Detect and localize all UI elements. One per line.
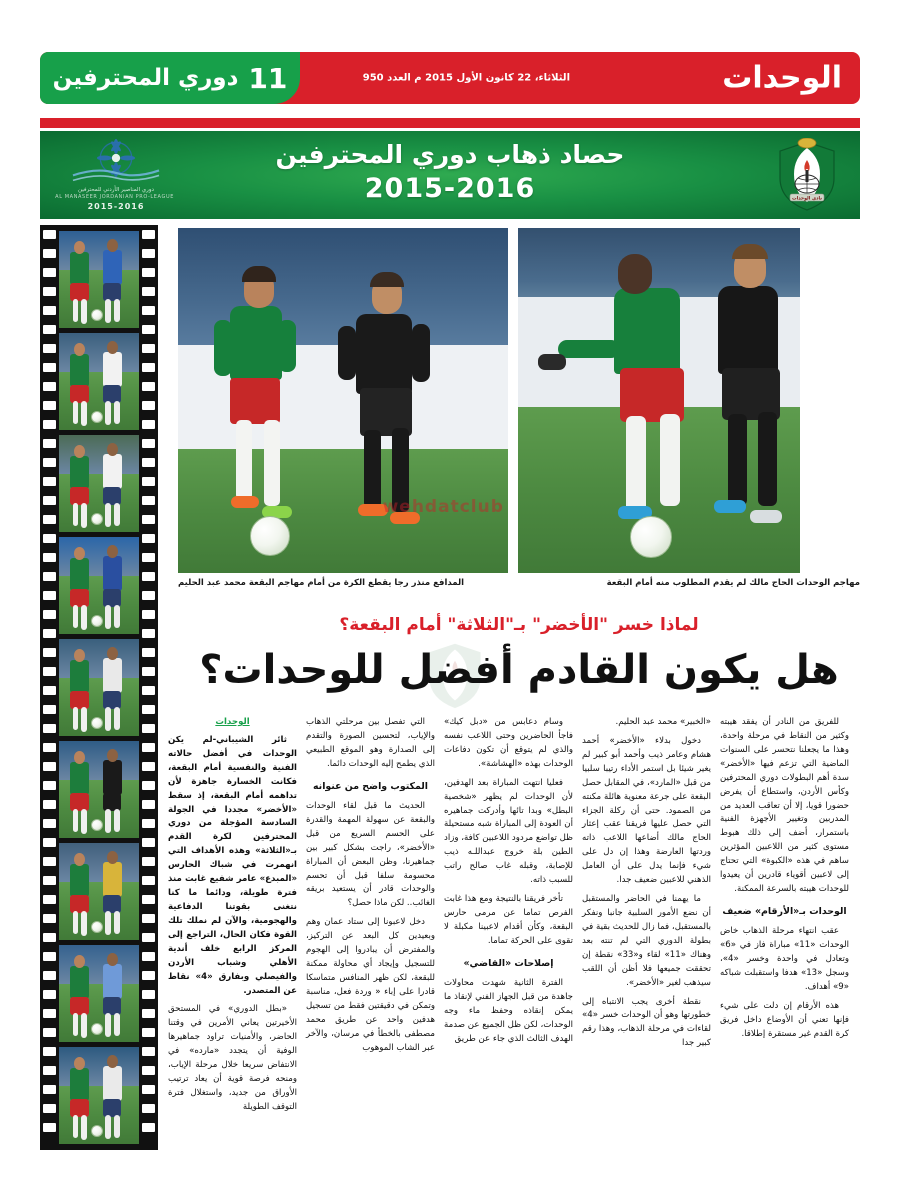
film-sprocket-hole (43, 1028, 56, 1037)
film-sprocket-hole (142, 591, 155, 600)
film-sprocket-hole (142, 287, 155, 296)
film-sprocket-hole (43, 306, 56, 315)
film-sprocket-hole (43, 1066, 56, 1075)
subheading-islahat: إصلاحات «القاضي» (463, 957, 554, 969)
film-sprocket-hole (43, 439, 56, 448)
mini-match-scene (59, 435, 139, 532)
article-headline: هل يكون القادم أفضل للوحدات؟ (199, 647, 839, 693)
film-sprocket-hole (43, 230, 56, 239)
film-sprocket-hole (43, 553, 56, 562)
mini-match-scene (59, 231, 139, 328)
film-sprocket-hole (43, 1009, 56, 1018)
film-sprocket-hole (43, 705, 56, 714)
mini-match-scene (59, 843, 139, 940)
film-sprocket-hole (142, 762, 155, 771)
column-2-paragraph-1: التي تفصل بين مرحلتي الذهاب والإياب، لتحسين الصورة والتقدم إلى الصدارة وهو الموقع الطبيعي الذي يطمح إليه الوحدات دائما. (306, 717, 435, 769)
article-body (168, 716, 860, 1156)
film-sprocket-hole (142, 230, 155, 239)
main-photo-left (178, 228, 508, 573)
article-column-5 (720, 716, 849, 1156)
film-sprocket-hole (142, 610, 155, 619)
feature-banner (40, 131, 860, 219)
film-sprocket-hole (142, 990, 155, 999)
film-sprocket-hole (43, 800, 56, 809)
film-sprocket-hole (142, 838, 155, 847)
banner-season: 2015-2016 (364, 173, 536, 205)
film-sprocket-hole (142, 629, 155, 638)
film-sprocket-hole (142, 572, 155, 581)
film-sprocket-hole (142, 382, 155, 391)
film-sprocket-hole (43, 990, 56, 999)
film-sprocket-hole (43, 401, 56, 410)
article-column-1 (168, 716, 297, 1156)
film-sprocket-hole (142, 1104, 155, 1113)
banner-title: حصاد ذهاب دوري المحترفين (275, 140, 625, 169)
filmstrip-photo (59, 741, 139, 838)
film-sprocket-hole (142, 800, 155, 809)
article-column-4 (582, 716, 711, 1156)
mini-match-scene (59, 639, 139, 736)
film-sprocket-hole (142, 705, 155, 714)
article-column-2 (306, 716, 435, 1156)
column-5-paragraph-1: للفريق من النادر أن يفقد هيبته وكثير من النقاط في مرحلة واحدة، وهذا ما يجعلنا نتحسر على السنوات الماضية التي تزعم فيها «الأخضر» سدة أهم البطولات دوري المحترفين وكأس الأردن، واستطاع أن يفرض حضورا قويا، إلا أن تعاقب العديد من المدربين وتغيير الأجهزة الفنية باستمرار، أضف إلى ذلك هبوط مستوى كثير من اللاعبين المؤثرين ساهم في هذه «الكبوة» التي تحتاج إلى لاعبين أقوياء قادرين أن يعيدوا للوحدات هيبته بالسرعة الممكنة. (720, 717, 849, 895)
film-sprocket-hole (43, 876, 56, 885)
film-sprocket-hole (43, 667, 56, 676)
caption-right-photo: مهاجم الوحدات الحاج مالك لم يقدم المطلوب منه أمام البقعة (606, 578, 860, 588)
film-sprocket-hole (43, 971, 56, 980)
film-sprocket-hole (43, 895, 56, 904)
film-sprocket-hole (142, 971, 155, 980)
film-sprocket-hole (43, 1047, 56, 1056)
section-label: دوري المحترفين (52, 65, 239, 91)
mini-match-scene (59, 333, 139, 430)
film-sprocket-hole (142, 952, 155, 961)
filmstrip-photo (59, 1047, 139, 1144)
filmstrip-photo (59, 537, 139, 634)
film-sprockets-left (43, 225, 56, 1150)
film-sprocket-hole (142, 1009, 155, 1018)
svg-text:نادي الوحدات: نادي الوحدات (792, 196, 822, 202)
film-sprocket-hole (43, 287, 56, 296)
film-sprocket-hole (142, 306, 155, 315)
column-3-paragraph-2: فعليا انتهت المباراة بعد الهدفين، لأن الوحدات لم يظهر «شخصية البطل» وبدا تائها وأدركت جماهيره أن العودة إلى المباراة شبه مستحيلة ظل تواضع مردود اللاعبين كافة، وزاد الطين بلة خروج عبداللـه ذيب للإصابة، وقبله غاب صالح راتب للسبب ذاته. (444, 777, 573, 886)
header-divider-rule (40, 118, 860, 128)
film-sprocket-hole (43, 610, 56, 619)
film-sprocket-hole (142, 420, 155, 429)
film-sprockets-right (142, 225, 155, 1150)
column-5-paragraph-3: هذه الأرقام إن دلت على شيء فإنها تعني أن الأوضاع داخل فريق كرة القدم غير مستقرة إطلاقا. (720, 1000, 849, 1039)
film-sprocket-hole (142, 933, 155, 942)
column-4-paragraph-2: دخول بدلاء «الأخضر» أحمد هشام وعامر ذيب وأحمد أبو كبير لم يغير شيئا بل استمر الأداء رتيبا سلبيا من قبل «المارد»، في المقابل حصل البقعة على جرعة معنوية هائلة مكنته من الصمود. حتى أن ركلة الجزاء التي حصل عليها فريقنا عقب إعثار الحاج مالك أضاعها اللاعب ذاته وردتها العارضة وهذا إن دل على شيء فإنما يدل على أن العامل الذهني للاعبين ضعيف جدا. (582, 735, 711, 886)
column-1-paragraph-2: «بطل الدوري» في المستحق الأخيرتين يعاني الأمرين في وقتنا الحاضر، والأمنيات تراود جماهيرها الوفية أن يتجدد «مارده» في الانتفاض سريعا خلال مرحلة الإياب، ومنحه فرصة قوية أن يعاد ترتيب الأوراق من جديد، واستغلال فترة التوقف الطويلة (168, 1004, 297, 1112)
film-sprocket-hole (43, 819, 56, 828)
column-5-paragraph-2: عقب انتهاء مرحلة الذهاب خاض الوحدات «11» مباراة فاز في «6» وتعادل في واحدة وخسر «4»، وسجل «13» هدفا واستقبلت شباكه «9» أهداف. (720, 926, 849, 992)
mini-match-scene (59, 537, 139, 634)
subheading-maktoob: المكتوب واضح من عنوانه (312, 780, 428, 792)
film-sprocket-hole (142, 1066, 155, 1075)
film-sprocket-hole (43, 496, 56, 505)
column-4-extra-note: نقطة أخرى يجب الانتباه إلى خطورتها وهو أن الوحدات خسر «4» لقاءات في مرحلة الذهاب، وهذا رقم كبير جدا (582, 996, 711, 1049)
article-kicker: لماذا خسر "الأخضر" بـ"الثلاثة" أمام البقعة؟ (339, 615, 699, 635)
film-sprocket-hole (43, 781, 56, 790)
filmstrip-photo (59, 333, 139, 430)
film-sprocket-hole (142, 249, 155, 258)
film-sprocket-hole (43, 458, 56, 467)
film-sprocket-hole (142, 1123, 155, 1132)
film-sprocket-hole (142, 724, 155, 733)
film-sprocket-hole (142, 895, 155, 904)
film-sprocket-hole (142, 553, 155, 562)
film-sprocket-hole (142, 439, 155, 448)
film-sprocket-hole (43, 1123, 56, 1132)
masthead (40, 52, 860, 104)
film-sprocket-hole (142, 743, 155, 752)
match-scene-right (518, 228, 800, 573)
photo-captions (178, 578, 860, 596)
film-sprocket-hole (43, 743, 56, 752)
column-4-paragraph-3: ما يهمنا في الحاضر والمستقبل أن نضع الأمور السلبية جانبا ونفكر بالمستقبل، فما زال للحديث بقية في بطولة الدوري التي لم تنته بعد وهناك «11» لقاء و«33» نقطة إن تحققت جميعها فلا أظن أن اللقب سيذهب لغير «الأخضر». (582, 894, 711, 988)
film-sprocket-hole (43, 1104, 56, 1113)
column-3-paragraph-1: وسام دعابس من «دبل كيك» فاجأ الحاضرين وحتى اللاعب نفسه والذي لم يتوقع أن تكون دفاعات الوحدات بهذه «الهشاشة». (444, 717, 573, 769)
film-sprocket-hole (142, 667, 155, 676)
film-sprocket-hole (43, 249, 56, 258)
film-sprocket-hole (43, 724, 56, 733)
league-name-en: AL MANASEER JORDANIAN PRO-LEAGUE (55, 194, 174, 200)
page-number: 11 (248, 61, 288, 95)
film-sprocket-hole (43, 363, 56, 372)
filmstrip-photo (59, 945, 139, 1042)
film-sprocket-hole (142, 458, 155, 467)
article-dateline: الوحدات (215, 717, 250, 727)
publication-title: الوحدات (722, 60, 842, 96)
column-3-paragraph-4: الفترة الثانية شهدت محاولات جاهدة من قبل الجهاز الفني لإنقاذ ما يمكن إنقاذه وحفظ ماء وجه الوحدات، لكن ظل الجميع عن صدمة الهدف الثالث الذي جاء عن طريق (444, 977, 573, 1044)
banner-text-block (40, 139, 860, 206)
film-sprocket-hole (142, 686, 155, 695)
film-sprocket-hole (43, 1085, 56, 1094)
film-sprocket-hole (43, 686, 56, 695)
film-sprocket-hole (142, 363, 155, 372)
film-sprocket-hole (43, 591, 56, 600)
film-sprocket-hole (142, 344, 155, 353)
caption-left-photo: المدافع منذر رجا يقطع الكرة من أمام مهاجم البقعة محمد عبد الحليم (178, 578, 465, 588)
film-sprocket-hole (43, 629, 56, 638)
column-2-paragraph-2: الحديث ما قبل لقاء الوحدات والبقعة عن سهولة المهمة والقدرة على الحسم السريع من قبل «الأخضر»، راجت بشكل كبير بين جماهيرنا، وظن البعض أن المباراة محسومة سلفا قبل أن تحسم والوحدات قادر أن يستعيد بريقه الغائب.. لكن ماذا حصل؟ (306, 800, 435, 909)
article-column-3 (444, 716, 573, 1156)
film-sprocket-hole (142, 1047, 155, 1056)
film-sprocket-hole (43, 515, 56, 524)
filmstrip-photo (59, 231, 139, 328)
film-sprocket-hole (43, 420, 56, 429)
film-sprocket-hole (142, 819, 155, 828)
mini-match-scene (59, 945, 139, 1042)
filmstrip-photo (59, 639, 139, 736)
match-scene-left (178, 228, 508, 573)
film-sprocket-hole (142, 325, 155, 334)
film-sprocket-hole (43, 648, 56, 657)
column-4-paragraph-1: «الخبير» محمد عبد الحليم. (615, 717, 711, 727)
film-sprocket-hole (142, 876, 155, 885)
section-badge (40, 52, 300, 104)
film-sprocket-hole (43, 933, 56, 942)
film-sprocket-hole (43, 534, 56, 543)
club-crest (776, 138, 838, 212)
film-sprocket-hole (43, 914, 56, 923)
film-sprocket-hole (43, 857, 56, 866)
subheading-arqam: الوحدات بـ«الأرقام» ضعيف (722, 905, 847, 917)
film-sprocket-hole (43, 382, 56, 391)
film-sprocket-hole (142, 857, 155, 866)
film-sprocket-hole (142, 496, 155, 505)
photo-watermark-left: wehdatclub (382, 497, 504, 518)
film-sprocket-hole (43, 952, 56, 961)
league-logo-years: 2015-2016 (87, 202, 145, 211)
column-2-paragraph-3: دخل لاعبونا إلى ستاد عمان وهم وبعيدين كل البعد عن التركيز، والمفترض أن يبادروا إلى الهجوم للتسجيل وإيجاد أي محاولة ممكنة للبقعة، لكن ظهر المنافس متماسكا قادرا على إباء « وردة فعل، مناسبة وتمكن في دقيقتين فقط من تسجيل هدفين واحد عن طريق محمد مصطفى بالخطأ في مرسان، والآخر عبر الشاب الموهوب (306, 917, 435, 1053)
film-frames (59, 231, 139, 1144)
film-sprocket-hole (142, 401, 155, 410)
film-sprocket-hole (142, 477, 155, 486)
film-sprocket-hole (142, 914, 155, 923)
league-name-ar: دوري المناصير الأردني للمحترفين (78, 187, 154, 193)
film-sprocket-hole (142, 781, 155, 790)
film-sprocket-hole (142, 1028, 155, 1037)
column-3-paragraph-3: تأخر فريقنا بالنتيجة ومع هذا غابت الفرص تماما عن مرمى حارس البقعة، وكأن أقدام لاعبينا مكبلة لا تقوى على الحركة تماما. (444, 894, 573, 946)
film-sprocket-hole (142, 268, 155, 277)
film-sprocket-hole (43, 838, 56, 847)
filmstrip-photo (59, 435, 139, 532)
film-sprocket-hole (43, 762, 56, 771)
issue-date: الثلاثاء، 22 كانون الأول 2015 م العدد 950 (362, 72, 570, 84)
film-sprocket-hole (43, 268, 56, 277)
column-1-paragraph-1: ثائر الشيباني-لم يكن الوحدات في أفضل حالاته الفنية والنفسية أمام البقعة، فكانت الخسارة جاهزة لأن تداهمه أمام البقعة، إذ سقط «الأخضر» مجددا في الجولة السادسة المؤجلة من دوري المحترفين لكرة القدم بـ«الثلاثة» وهذه الأهداف التي انهمرت في شباك الحارس «المبدع» عامر شفيع غابت منذ فترة طويلة، ودائما ما كنا نتغنى بقوتنا الدفاعية والهجومية، والآن لم نملك تلك القوة فكان الحال، التراجع إلى المركز الرابع خلف أندية الأهلي وشباب الأردن والفيصلي وبفارق «4» نقاط عن المتصدر. (168, 734, 298, 996)
film-sprocket-hole (43, 477, 56, 486)
film-sprocket-hole (142, 648, 155, 657)
wehdat-crest-icon (776, 138, 838, 212)
mini-match-scene (59, 741, 139, 838)
film-sprocket-hole (43, 325, 56, 334)
main-photo-right (518, 228, 800, 573)
film-sprocket-hole (43, 344, 56, 353)
film-sprocket-hole (142, 515, 155, 524)
film-sprocket-hole (142, 1085, 155, 1094)
filmstrip-photo (59, 843, 139, 940)
film-sprocket-hole (43, 572, 56, 581)
film-sprocket-hole (142, 534, 155, 543)
mini-match-scene (59, 1047, 139, 1144)
photo-filmstrip (40, 225, 158, 1150)
